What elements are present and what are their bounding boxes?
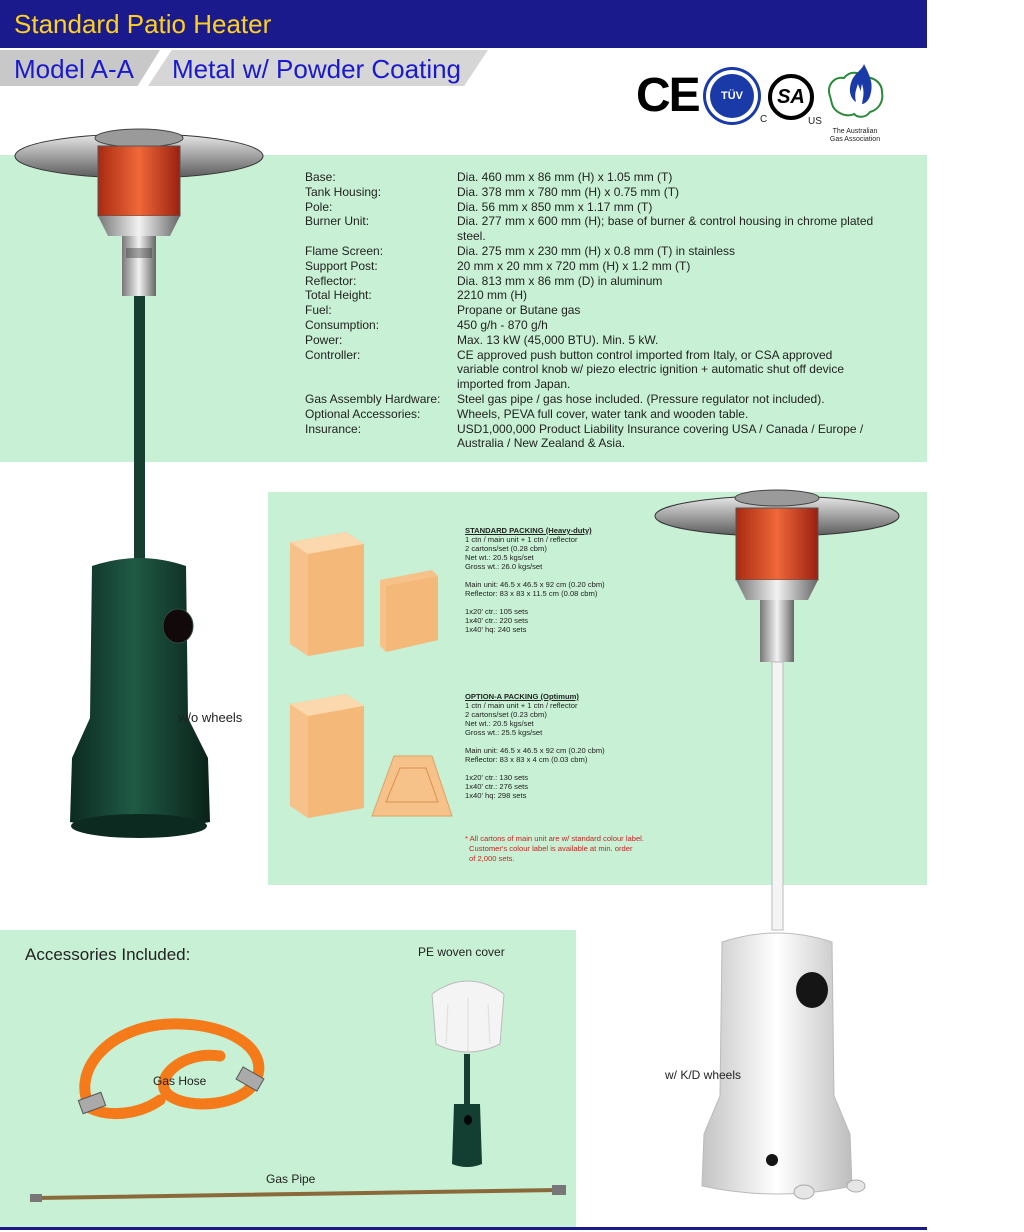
spec-value: Dia. 378 mm x 780 mm (H) x 0.75 mm (T) [457, 184, 680, 199]
pack-line: Reflector: 83 x 83 x 11.5 cm (0.08 cbm) [465, 589, 598, 598]
spec-row [305, 333, 877, 348]
spec-value: Wheels, PEVA full cover, water tank and wooden table. [457, 406, 749, 421]
spec-row [305, 318, 877, 333]
csa-us-label: US [808, 116, 822, 127]
spec-value: Propane or Butane gas [457, 303, 581, 318]
spec-label: Optional Accessories: [305, 406, 421, 421]
spec-label: Base: [305, 170, 336, 184]
pack-line: 2 cartons/set (0.23 cbm) [465, 710, 547, 719]
pack-line: Reflector: 83 x 83 x 4 cm (0.03 cbm) [465, 755, 588, 764]
pack-line: 1x40' hq: 240 sets [465, 625, 527, 634]
spec-value: 2210 mm (H) [457, 288, 528, 303]
spec-label: Support Post: [305, 258, 378, 273]
csa-c-label: C [760, 114, 768, 125]
spec-label: Gas Assembly Hardware: [305, 391, 441, 406]
pack-line: Gross wt.: 25.5 kgs/set [465, 728, 543, 737]
spec-table [305, 170, 877, 451]
page-title: Standard Patio Heater [14, 9, 272, 39]
without-wheels-label: w/o wheels [178, 710, 243, 725]
spec-row [305, 392, 877, 407]
spec-row [305, 407, 877, 422]
pe-woven-cover-image [428, 974, 508, 1174]
pack-line: Net wt.: 20.5 kgs/set [465, 553, 534, 562]
spec-label: Total Height: [305, 288, 372, 303]
packing-note [465, 834, 644, 864]
pack-line: Net wt.: 20.5 kgs/set [465, 719, 534, 728]
spec-row [305, 244, 877, 259]
note-line: Customer's colour label is available at min. order [469, 844, 633, 853]
aga-label-line-2: Gas Association [829, 136, 881, 143]
accessories-title: Accessories Included: [25, 945, 191, 964]
spec-value: USD1,000,000 Product Liability Insurance covering USA / Canada / Europe / Australia / New Zealand & Asia. [457, 421, 864, 451]
white-patio-heater-image [650, 486, 904, 1206]
ce-mark-icon: CE [636, 69, 699, 122]
spec-value: 20 mm x 20 mm x 720 mm (H) x 1.2 mm (T) [457, 258, 691, 273]
note-line: * All cartons of main unit are w/ standard colour label. [465, 834, 644, 843]
spec-label: Reflector: [305, 273, 357, 288]
gas-hose-label: Gas Hose [153, 1074, 207, 1088]
spec-label: Pole: [305, 199, 333, 214]
spec-row [305, 259, 877, 274]
pack-line: Main unit: 46.5 x 46.5 x 92 cm (0.20 cbm) [465, 746, 605, 755]
spec-row [305, 200, 877, 215]
pack-line: 1x20' ctr.: 130 sets [465, 773, 529, 782]
spec-label: Controller: [305, 347, 361, 362]
pack-line: 1 ctn / main unit + 1 ctn / reflector [465, 701, 578, 710]
spec-label: Burner Unit: [305, 214, 370, 229]
spec-value: Dia. 277 mm x 600 mm (H); base of burner & control housing in chrome plated steel. [457, 214, 874, 244]
spec-row [305, 214, 877, 244]
option-a-packing-heading: OPTION-A PACKING (Optimum) [465, 692, 579, 701]
pack-line: 1 ctn / main unit + 1 ctn / reflector [465, 535, 578, 544]
standard-lines-a [465, 535, 605, 571]
pack-line: Gross wt.: 26.0 kgs/set [465, 562, 543, 571]
spec-value: Dia. 56 mm x 850 mm x 1.17 mm (T) [457, 199, 653, 214]
spec-value: Dia. 275 mm x 230 mm (H) x 0.8 mm (T) in stainless [457, 243, 736, 258]
standard-packing-heading: STANDARD PACKING (Heavy-duty) [465, 526, 592, 535]
tuv-logo-icon: TÜV [710, 74, 754, 118]
pack-line: 1x40' ctr.: 276 sets [465, 782, 529, 791]
spec-row [305, 422, 877, 452]
spec-label: Consumption: [305, 317, 380, 332]
spec-row [305, 288, 877, 303]
standard-carton-illustration [284, 530, 444, 660]
pack-line: Main unit: 46.5 x 46.5 x 92 cm (0.20 cbm) [465, 580, 605, 589]
cover-label: PE woven cover [418, 945, 505, 959]
certification-logos [630, 56, 930, 148]
spec-row [305, 185, 877, 200]
aga-flame-logo-icon [824, 56, 888, 126]
spec-value: Dia. 460 mm x 86 mm (H) x 1.05 mm (T) [457, 170, 673, 184]
green-patio-heater-image [8, 118, 270, 844]
standard-packing-info [465, 526, 605, 634]
spec-value: Steel gas pipe / gas hose included. (Pressure regulator not included). [457, 391, 825, 406]
with-wheels-label: w/ K/D wheels [665, 1068, 742, 1082]
spec-row [305, 274, 877, 289]
spec-value: CE approved push button control imported from Italy, or CSA approved variable control knob w/ piezo electric ignition + automatic shut off device imported from Japan. [457, 347, 844, 392]
spec-row [305, 170, 877, 185]
option-a-carton-illustration [284, 692, 454, 822]
spec-label: Fuel: [305, 303, 332, 318]
material-label: Metal w/ Powder Coating [172, 54, 462, 84]
spec-label: Flame Screen: [305, 243, 384, 258]
aga-label [820, 128, 890, 144]
bottom-divider [0, 1227, 927, 1230]
model-label: Model A-A [14, 54, 134, 84]
spec-value: Max. 13 kW (45,000 BTU). Min. 5 kW. [457, 332, 659, 347]
spec-row [305, 303, 877, 318]
pack-line: 1x20' ctr.: 105 sets [465, 607, 529, 616]
spec-label: Power: [305, 332, 343, 347]
gas-hose-image [70, 1010, 280, 1130]
note-line: of 2,000 sets. [469, 854, 515, 863]
pack-line: 1x40' hq: 298 sets [465, 791, 527, 800]
spec-value: Dia. 813 mm x 86 mm (D) in aluminum [457, 273, 663, 288]
spec-row [305, 348, 877, 392]
csa-logo-icon: SA [768, 74, 814, 120]
pack-line: 2 cartons/set (0.28 cbm) [465, 544, 547, 553]
spec-value: 450 g/h - 870 g/h [457, 317, 548, 332]
aga-label-line-1: The Australian [832, 128, 878, 135]
spec-label: Tank Housing: [305, 184, 382, 199]
pack-line: 1x40' ctr.: 220 sets [465, 616, 529, 625]
spec-label: Insurance: [305, 421, 362, 436]
option-a-packing-info [465, 692, 605, 800]
gas-pipe-label: Gas Pipe [266, 1172, 316, 1186]
